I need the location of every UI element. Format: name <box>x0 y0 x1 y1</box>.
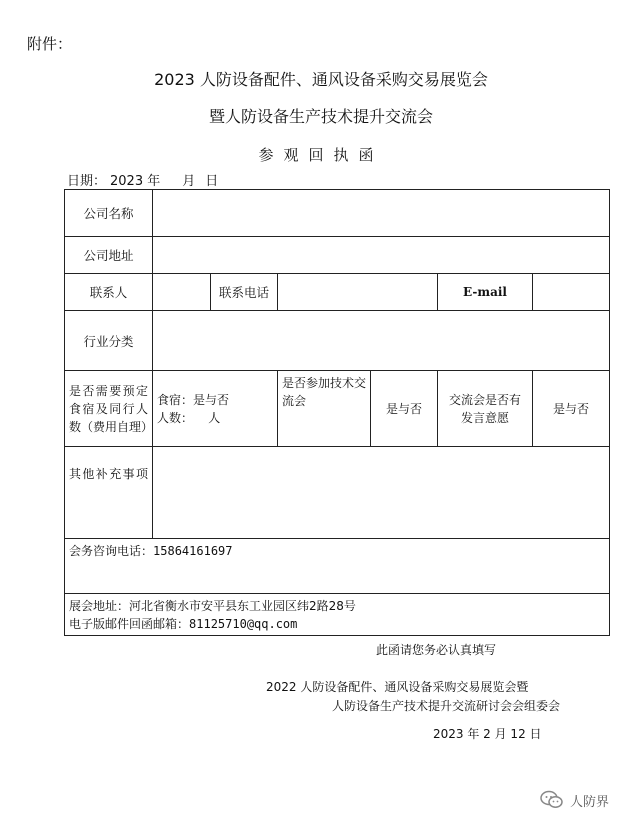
industry-field[interactable] <box>153 311 610 371</box>
industry-label: 行业分类 <box>65 311 153 371</box>
watermark <box>540 790 609 810</box>
contact-person-field[interactable] <box>153 274 211 311</box>
title-line-3: 参观回执函 <box>258 146 384 164</box>
company-name-field[interactable] <box>153 190 610 237</box>
receipt-form-table <box>64 189 610 636</box>
contact-phone-label: 联系电话 <box>211 274 278 311</box>
email-label: E-mail <box>438 274 533 311</box>
date-year: 2023 年 <box>110 174 161 189</box>
speech-question: 交流会是否有发言意愿 <box>438 371 533 447</box>
watermark-text: 人防界 <box>570 794 610 810</box>
attend-answer[interactable]: 是与否 <box>371 371 438 447</box>
food-answer-line-2: 人数： 人 <box>157 410 221 425</box>
email-address[interactable]: 81125710@qq.com <box>189 617 298 631</box>
email-field[interactable] <box>533 274 610 311</box>
other-matters-field[interactable] <box>153 447 610 539</box>
hotline-row <box>65 539 610 594</box>
other-matters-label: 其他补充事项 <box>65 447 153 539</box>
contact-phone-field[interactable] <box>278 274 438 311</box>
food-question: 是否需要预定食宿及同行人数（费用自理） <box>65 371 153 447</box>
wechat-icon <box>540 790 564 810</box>
date-label: 日期： <box>67 174 107 189</box>
venue-line: 展会地址：河北省衡水市安平县东工业园区纬2路28号 <box>69 599 356 613</box>
attachment-label: 附件： <box>27 35 73 53</box>
publish-date: 2023 年 2 月 12 日 <box>433 727 542 741</box>
hotline-label: 会务咨询电话： <box>69 544 154 558</box>
food-answer-line-1: 食宿：是与否 <box>157 392 230 407</box>
date-line <box>67 170 222 189</box>
contact-person-label: 联系人 <box>65 274 153 311</box>
organizer-line-2: 人防设备生产技术提升交流研讨会会组委会 <box>332 699 561 713</box>
hotline-number: 15864161697 <box>153 544 233 558</box>
email-line-label: 电子版邮件回函邮箱： <box>69 617 190 631</box>
food-answer-cell[interactable] <box>153 371 278 447</box>
date-month: 月 <box>182 174 196 189</box>
company-name-label: 公司名称 <box>65 190 153 237</box>
date-day: 日 <box>205 174 219 189</box>
speech-answer[interactable]: 是与否 <box>533 371 610 447</box>
company-address-label: 公司地址 <box>65 237 153 274</box>
organizer-line-1: 2022 人防设备配件、通风设备采购交易展览会暨 <box>266 680 529 694</box>
title-line-2: 暨人防设备生产技术提升交流会 <box>208 107 433 126</box>
venue-row <box>65 594 610 636</box>
attend-question: 是否参加技术交流会 <box>278 371 371 447</box>
company-address-field[interactable] <box>153 237 610 274</box>
title-line-1: 2023 人防设备配件、通风设备采购交易展览会 <box>154 70 488 89</box>
fill-note: 此函请您务必认真填写 <box>376 643 497 657</box>
